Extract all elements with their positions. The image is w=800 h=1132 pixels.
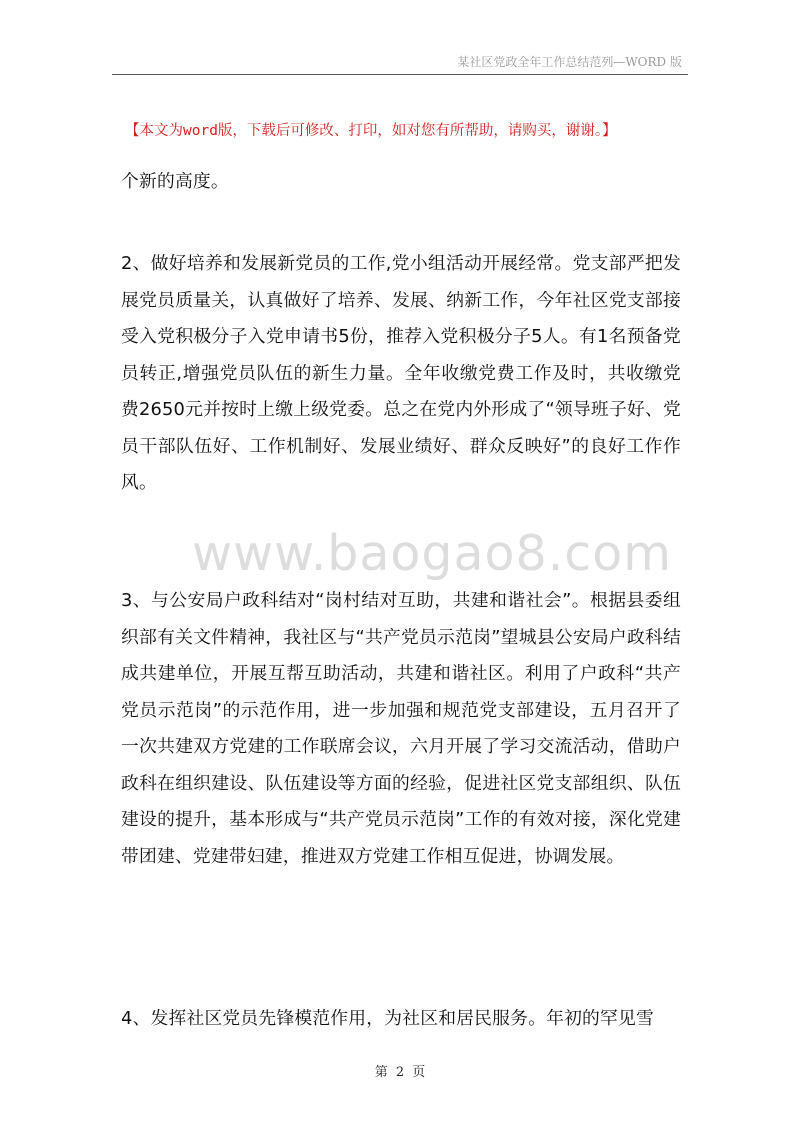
paragraph-item-4: 4、发挥社区党员先锋模范作用，为社区和居民服务。年初的罕见雪 [121,1008,654,1029]
running-header-title: 某社区党政全年工作总结范列—WORD 版 [457,55,682,69]
purchase-notice: 【本文为word版，下载后可修改、打印，如对您有所帮助，请购买，谢谢。】 [125,123,617,139]
watermark: www.baogao8.com [192,525,672,582]
paragraph-item-3: 3、与公安局户政科结对“岗村结对互助，共建和谐社会”。根据县委组织部有关文件精神，我社区与“共产党员示范岗”望城县公安局户政科结成共建单位，开展互帮互助活动，共建和谐社区。利用了户政科“共产党员示范岗”的示范作用，进一步加强和规范党支部建设，五月召开了一次共建双方党建的工作联席会议，六月开展了学习交流活动，借助户政科在组织建设、队伍建设等方面的经验，促进社区党支部组织、队伍建设的提升，基本形成与“共产党员示范岗”工作的有效对接，深化党建带团建、党建带妇建，推进双方党建工作相互促进，协调发展。 [121,590,681,867]
paragraph-continuation: 个新的高度。 [121,171,229,192]
page-number: 第 2 页 [374,1065,426,1080]
header-divider [112,74,688,75]
paragraph-item-2: 2、做好培养和发展新党员的工作,党小组活动开展经常。党支部严把发展党员质量关，认真做好了培养、发展、纳新工作，今年社区党支部接受入党积极分子入党申请书5份，推荐入党积极分子5人。有1名预备党员转正,增强党员队伍的新生力量。全年收缴党费工作及时，共收缴党费2650元并按时上缴上级党委。总之在党内外形成了“领导班子好、党员干部队伍好、工作机制好、发展业绩好、群众反映好”的良好工作作风。 [121,253,681,493]
